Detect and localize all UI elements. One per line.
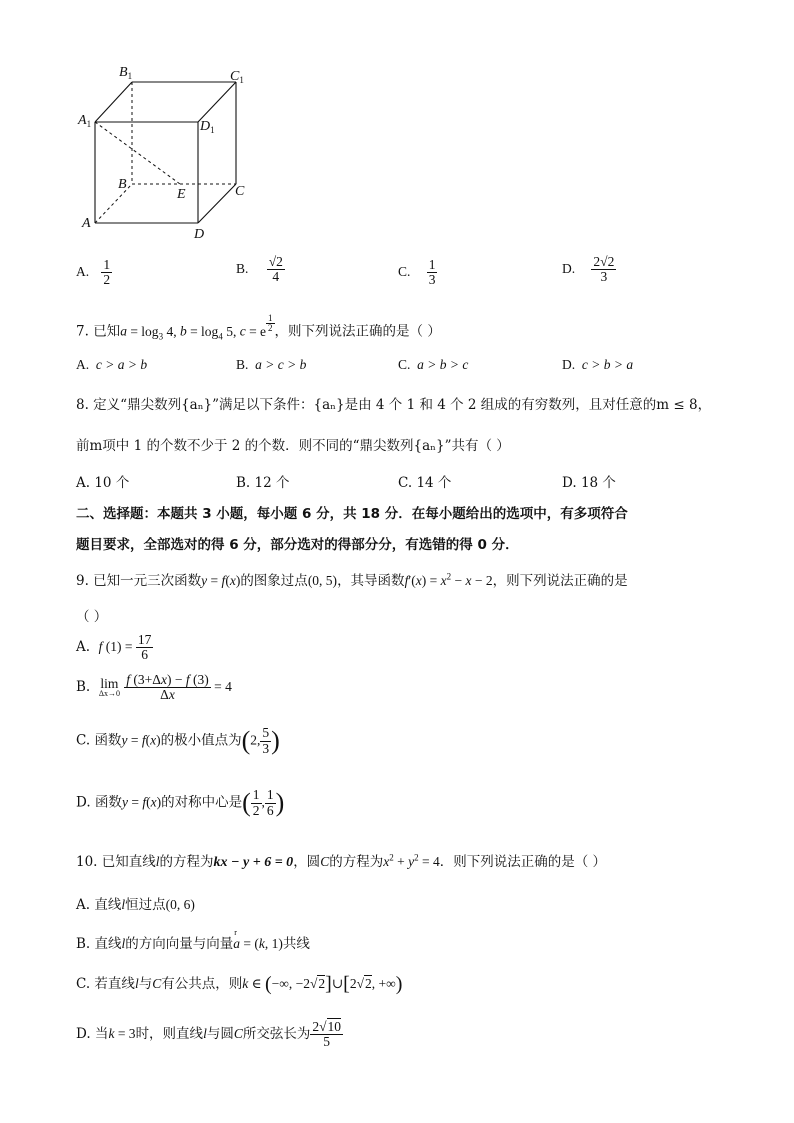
label-a1: $A_1$: [78, 113, 92, 129]
label-d: D: [194, 227, 205, 240]
label-b1: $B_1$: [119, 65, 133, 81]
q9-option-c: C. 函数y = f(x)的极小值点为(2, $\frac{5}{3}$ ): [76, 725, 280, 756]
cube-figure: [70, 60, 260, 240]
q7-option-d: D. c > b > a: [562, 357, 634, 372]
fraction: $\frac{1}{3}$: [428, 257, 436, 288]
section2-line2: 题目要求，全部选对的得 6 分，部分选对的得部分分，有选错的得 0 分．: [76, 537, 519, 553]
q8-option-b: B. 12 个: [236, 475, 290, 491]
q6-option-a: A. $\frac{1}{2}$: [76, 257, 111, 288]
label-b: B: [118, 177, 127, 192]
q10-option-c: C. 若直线l与C有公共点，则k ∈ (−∞, −2√2]∪[2√2, +∞): [76, 973, 403, 995]
label-d1: $D_1$: [200, 119, 215, 135]
q10-option-a: A. 直线l恒过点(0, 6): [76, 897, 195, 913]
q6-option-d: D. $\frac{2√2}{3}$: [562, 254, 615, 285]
q7-stem: 7. 已知$a = \log_3 4$, $b = \log_4 5$, c = e $^{\frac{1}{2}}$ ，则下列说法正确的是（ ）: [76, 313, 441, 342]
q6-option-b: B. $\frac{√2}{4}$: [236, 254, 283, 285]
q8-option-a: A. 10 个: [76, 475, 130, 491]
q8-option-c: C. 14 个: [398, 475, 452, 491]
q9-option-a: A. f (1) = $\frac{17}{6}$: [76, 632, 152, 663]
q9-option-b: B. lim Δx→0 $\frac{f (3+\Delta x) - f (3)}{\Delta x}$ = 4: [76, 672, 232, 703]
q7-option-b: B. a > c > b: [236, 357, 307, 372]
section2-line1: 二、选择题：本题共 3 小题，每小题 6 分，共 18 分．在每小题给出的选项中，有多项符合: [76, 506, 628, 522]
q8-option-d: D. 18 个: [562, 475, 616, 491]
q10-stem: 10. 已知直线l的方程为kx − y + 6 = 0，圆C的方程为$x^2 + y^2 = 4$．则下列说法正确的是（ ）: [76, 852, 606, 870]
fraction: $\frac{1}{2}$: [103, 257, 111, 288]
q7-formula: a: [120, 323, 127, 339]
q10-option-b: B. 直线l的方向向量与向量a r = (k, 1)共线: [76, 928, 310, 952]
label-a: A: [82, 216, 91, 231]
q9-stem-line2: （ ）: [76, 609, 108, 625]
q9-option-d: D. 函数y = f(x)的对称中心是( $\frac{1}{2}$ , $\frac{1}{6}$ ): [76, 787, 285, 818]
q7-option-a: A. c > a > b: [76, 357, 148, 372]
q9-stem-line1: 9. 已知一元三次函数y = f(x)的图象过点(0, 5)，其导函数$f'(x) = x^2 - x - 2$，则下列说法正确的是: [76, 571, 628, 589]
label-c: C: [235, 184, 245, 199]
fraction: $\frac{√2}{4}$: [268, 254, 283, 285]
label-e: E: [177, 187, 186, 202]
label-c1: $C_1$: [230, 69, 244, 85]
fraction: $\frac{2√2}{3}$: [593, 254, 615, 285]
q8-stem-line2: 前m项中 1 的个数不少于 2 的个数．则不同的“鼎尖数列{aₙ}”共有（ ）: [76, 438, 510, 454]
q6-option-c: C. $\frac{1}{3}$: [398, 257, 436, 288]
q8-stem-line1: 8. 定义“鼎尖数列{aₙ}”满足以下条件：{aₙ}是由 4 个 1 和 4 个 2 组成的有穷数列，且对任意的m ≤ 8，: [76, 397, 712, 413]
q10-option-d: D. 当k = 3时，则直线l与圆C所交弦长为 $\frac{2√10}{5}$: [76, 1019, 342, 1050]
q7-option-c: C. a > b > c: [398, 357, 469, 372]
